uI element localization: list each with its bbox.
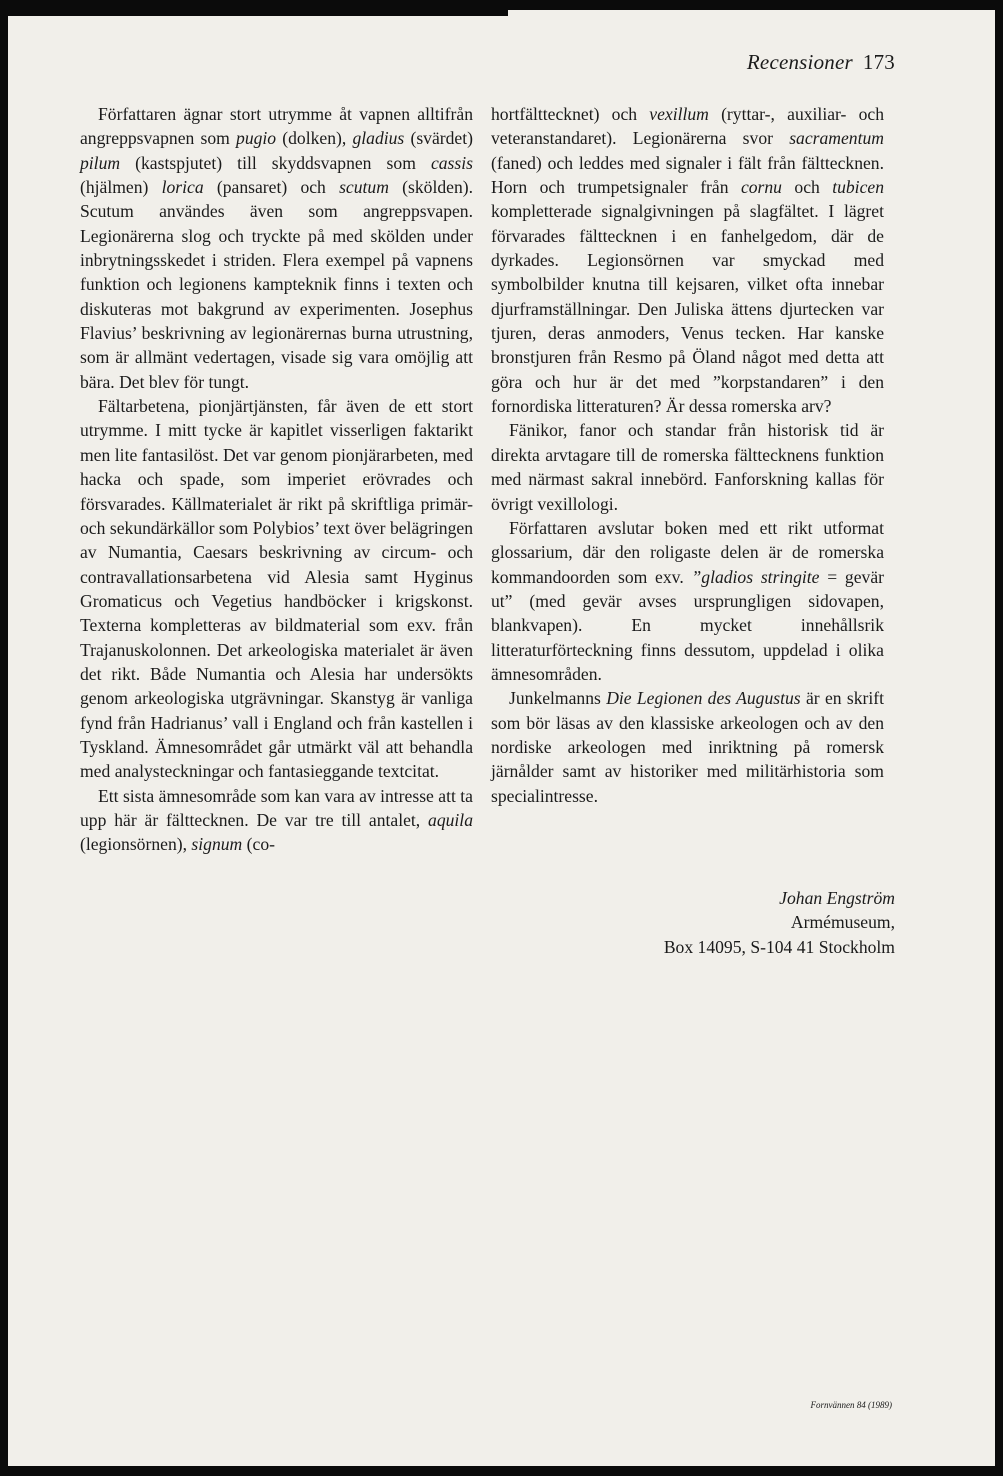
latin-term: cassis — [430, 152, 473, 173]
latin-term: lorica — [161, 177, 204, 198]
text: hortfälttecknet) och — [491, 104, 650, 124]
latin-term: pilum — [80, 152, 121, 173]
scan-edge — [8, 10, 508, 16]
latin-term: cornu — [740, 177, 782, 198]
section-title: Recensioner — [746, 50, 853, 74]
author-name: Johan Engström — [779, 888, 895, 908]
text: (svärdet) — [404, 128, 473, 149]
text: = gevär ut” (med gevär avses ursprungligen sidovapen, blankvapen). En mycket innehållsrik litteraturförteckning finns dessutom, uppdelad i olika ämnesområden. — [491, 566, 884, 684]
text: (ryttar-, auxiliar- och veteranstandaret). Legionärerna svor — [491, 104, 884, 149]
author-address: Box 14095, S-104 41 Stockholm — [663, 936, 895, 957]
text: (kastspjutet) till skyddsvapnen som — [120, 152, 431, 173]
latin-term: signum — [191, 834, 243, 855]
latin-term: aquila — [428, 809, 473, 830]
text: Junkelmanns — [509, 688, 607, 709]
text: (dolken), — [276, 128, 353, 149]
text: (faned) och leddes med signaler i fält från fälttecknen. Horn och trumpetsignaler från — [491, 152, 884, 198]
right-column — [491, 102, 884, 808]
text: Författaren avslutar boken med ett rikt utformat glossarium, där den roligaste delen är de romerska kommandoorden som exv. — [491, 517, 884, 587]
latin-term: tubicen — [832, 177, 884, 198]
signature-block — [664, 886, 895, 959]
page — [8, 10, 995, 1466]
text: är en skrift som bör läsas av den klassiske arkeologen och av den nordiske arkeologen med inriktning på romersk järnålder samt av historiker med militärhistoria som specialintresse. — [491, 688, 884, 806]
text: och — [781, 177, 833, 198]
running-header — [747, 50, 895, 75]
latin-term: ”gladios stringite — [691, 566, 820, 587]
author-institution: Armémuseum, — [790, 912, 895, 933]
latin-term: sacramentum — [789, 128, 884, 149]
page-number: 173 — [862, 50, 895, 74]
book-title: Die Legionen des Augustus — [606, 688, 801, 709]
latin-term: pugio — [236, 128, 277, 149]
text: Ett sista ämnesområde som kan vara av intresse att ta upp här är fälttecknen. De var tre till antalet, — [80, 785, 473, 830]
text: Författaren ägnar stort utrymme åt vapnen alltifrån angreppsvapnen som — [80, 104, 473, 149]
latin-term: scutum — [339, 177, 389, 198]
text: (skölden). Scutum användes även som angreppsvapen. Legionärerna slog och tryckte på med skölden under inbrytningsskedet i striden. Flera exempel på vapnens funktion och legionens kampteknik finns i texten och diskuteras mot bakgrund av experimenten. Josephus Flavius’ beskrivning av legionärernas burna utrustning, som är allmänt vedertagen, visade sig vara omöjlig att bära. Det blev för tungt. — [80, 177, 473, 392]
latin-term: gladius — [352, 128, 405, 149]
paragraph-weapons — [80, 102, 473, 394]
text: (legionsörnen), — [80, 834, 192, 855]
text: kompletterade signalgivningen på slagfältet. I lägret förvarades fälttecknen i en fanhelgedom, där de dyrkades. Legionsörnen var smyckad med symbolbilder knutna till kejsaren, vilket ofta innebar djurframställningar. Den Juliska ättens djurtecken var tjuren, deras anmoders, Venus tecken. Har kanske bronstjuren från Resmo på Öland något med detta att göra och hur är det med ”korpstandaren” i den fornordiska litteraturen? Är dessa romerska arv? — [491, 201, 884, 417]
paragraph-glossary — [491, 516, 884, 686]
paragraph-standards — [80, 784, 473, 857]
paragraph-fieldwork: Fältarbetena, pionjärtjänsten, får även de ett stort utrymme. I mitt tycke är kapitlet visserligen faktarikt men lite fantasilöst. Det var genom pionjärarbeten, med hacka och spade, som imperiet erövrades och försvarades. Källmaterialet är rikt på skriftliga primär- och sekundärkällor som Polybios’ text över belägringen av Numantia, Caesars beskrivning av circum- och contravallationsarbetena vid Alesia samt Hyginus Gromaticus och Vegetius handböcker i krigskonst. Texterna kompletteras av bildmaterial som exv. från Trajanuskolonnen. Det arkeologiska materialet är även det rikt. Både Numantia och Alesia har undersökts genom arkeologiska utgrävningar. Skanstyg är vanliga fynd från Hadrianus’ vall i England och från kastellen i Tyskland. Ämnesområdet går utmärkt väl att behandla med analysteckningar och fantasieggande textcitat. — [80, 396, 473, 782]
paragraph-conclusion — [491, 686, 884, 808]
paragraph-banners: Fänikor, fanor och standar från historisk tid är direkta arvtagare till de romerska fälttecknens funktion med närmast sakral innebörd. Fanforskning kallas för övrigt vexillologi. — [491, 420, 884, 514]
paragraph-standards-cont — [491, 102, 884, 418]
text: (pansaret) och — [203, 177, 340, 198]
text: (hjälmen) — [80, 177, 162, 198]
left-column — [80, 102, 473, 857]
latin-term: vexillum — [649, 104, 709, 124]
journal-citation: Fornvännen 84 (1989) — [810, 1400, 892, 1410]
text: (co- — [242, 834, 275, 855]
